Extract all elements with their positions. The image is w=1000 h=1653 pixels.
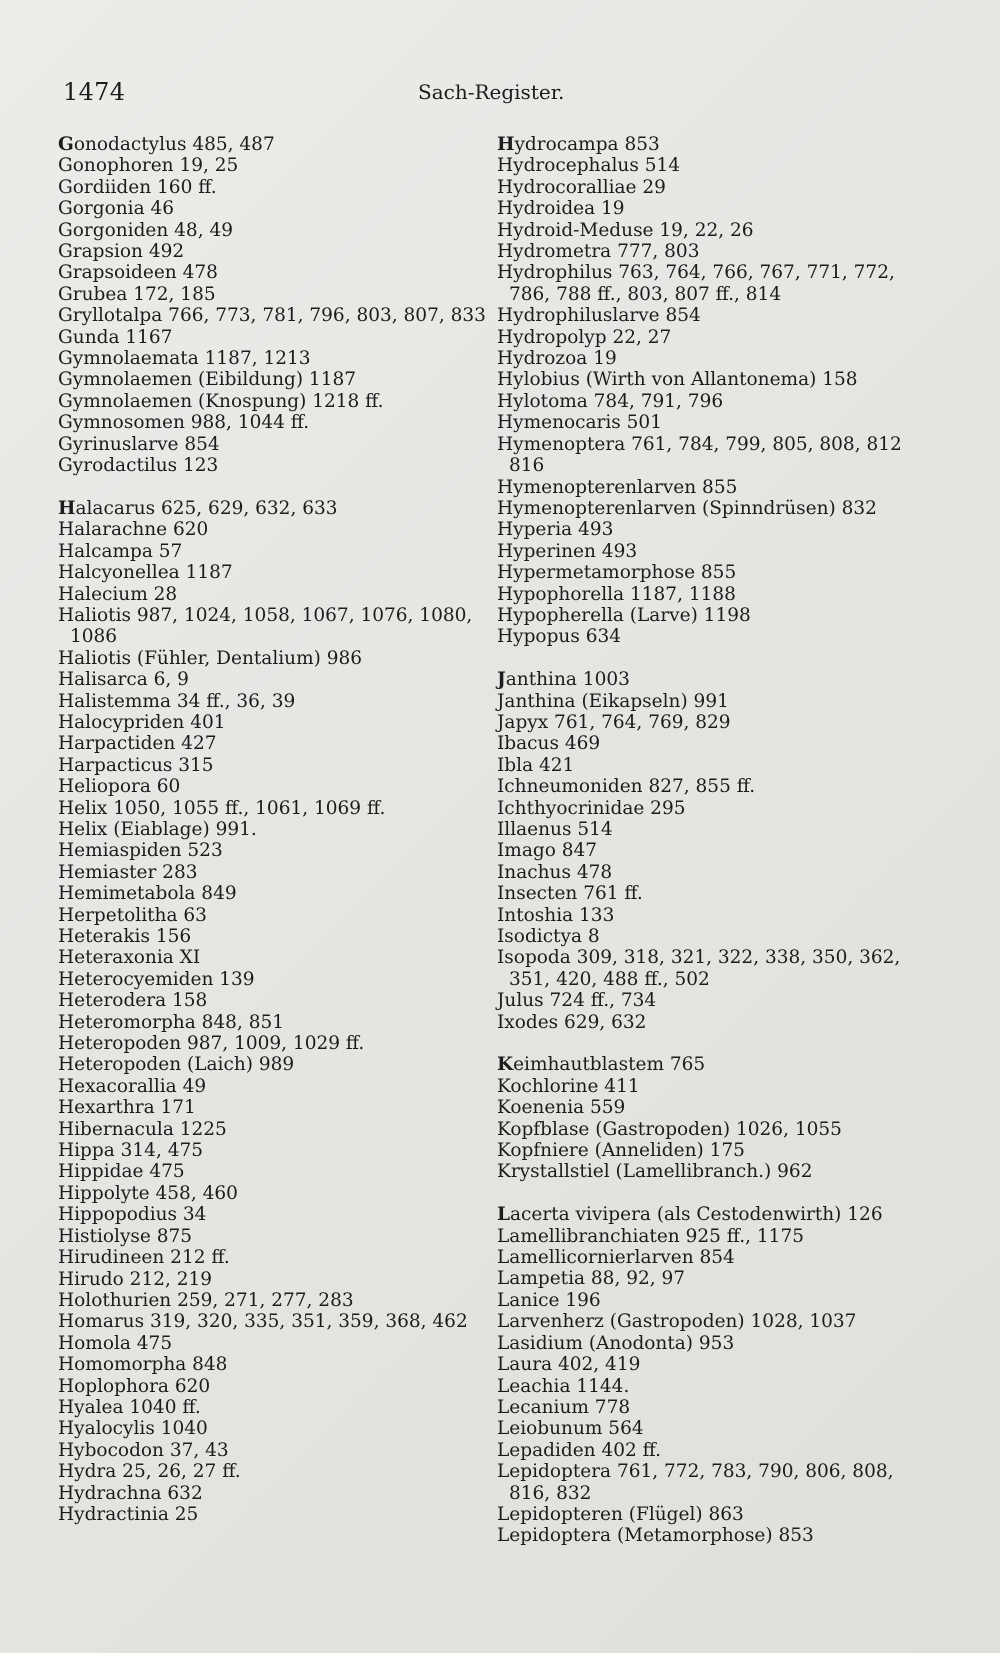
index-entry: Imago 847 — [497, 840, 598, 862]
index-entry: Janthina (Eikapseln) 991 — [497, 690, 729, 712]
index-entry: Isodictya 8 — [497, 926, 600, 948]
index-entry: Lamellibranchiaten 925 ff., 1175 — [497, 1225, 804, 1247]
index-entry: Heteromorpha 848, 851 — [58, 1011, 285, 1033]
index-entry: Hirudo 212, 219 — [58, 1268, 213, 1290]
index-entry: Hypopus 634 — [497, 626, 622, 648]
index-entry: Histiolyse 875 — [58, 1225, 193, 1247]
index-column-left — [58, 134, 498, 1547]
index-entry: Halocypriden 401 — [58, 711, 226, 733]
index-entry: Hybocodon 37, 43 — [58, 1439, 229, 1461]
index-letter-group — [497, 1204, 917, 1547]
index-entry: Kochlorine 411 — [497, 1075, 640, 1097]
index-entry: Hexacorallia 49 — [58, 1075, 207, 1097]
index-entry: Gonophoren 19, 25 — [58, 155, 239, 177]
index-entry: Ichthyocrinidae 295 — [497, 797, 686, 819]
index-entry: Helix (Eiablage) 991. — [58, 818, 257, 840]
index-entry: Hydrophiluslarve 854 — [497, 305, 701, 327]
index-entry: Heterodera 158 — [58, 990, 208, 1012]
index-entry: Hypermetamorphose 855 — [497, 562, 737, 584]
index-entry: Gonodactylus 485, 487 — [58, 134, 275, 155]
index-entry: Ixodes 629, 632 — [497, 1011, 647, 1033]
index-entry: Hydrocoralliae 29 — [497, 176, 666, 198]
index-entry: Hydra 25, 26, 27 ff. — [58, 1461, 241, 1483]
index-entry: Gunda 1167 — [58, 326, 173, 348]
index-entry: Isopoda 309, 318, 321, 322, 338, 350, 362, 351, 420, 488 ff., 502 — [497, 947, 901, 990]
index-entry: Homomorpha 848 — [58, 1354, 228, 1376]
index-entry: Hippidae 475 — [58, 1161, 185, 1183]
index-entry: Gryllotalpa 766, 773, 781, 796, 803, 807, 833 — [58, 305, 486, 327]
index-entry: Ibla 421 — [497, 754, 575, 776]
index-entry: Gymnolaemata 1187, 1213 — [58, 348, 311, 370]
index-entry: Hyalea 1040 ff. — [58, 1396, 201, 1418]
index-entry: Janthina 1003 — [497, 669, 630, 691]
index-entry: Grubea 172, 185 — [58, 283, 216, 305]
index-entry: Lacerta vivipera (als Cestodenwirth) 126 — [497, 1204, 883, 1226]
index-entry: Larvenherz (Gastropoden) 1028, 1037 — [497, 1311, 857, 1333]
index-entry: Hymenoptera 761, 784, 799, 805, 808, 812 816 — [497, 433, 902, 477]
index-entry: Inachus 478 — [497, 861, 613, 883]
index-entry: Halcyonellea 1187 — [58, 562, 233, 584]
index-entry: Krystallstiel (Lamellibranch.) 962 — [497, 1161, 813, 1183]
index-entry: Gyrodactilus 123 — [58, 455, 219, 477]
index-entry: Harpactiden 427 — [58, 733, 217, 755]
running-title: Sach-Register. — [418, 80, 565, 104]
index-entry: Grapsoideen 478 — [58, 262, 218, 284]
index-column-right — [497, 134, 917, 1568]
index-entry: Intoshia 133 — [497, 904, 615, 926]
index-entry: Holothurien 259, 271, 277, 283 — [58, 1289, 354, 1311]
index-entry: Hippolyte 458, 460 — [58, 1182, 238, 1204]
index-entry: Hydrocampa 853 — [497, 134, 660, 155]
index-entry: Hemimetabola 849 — [58, 883, 237, 905]
index-entry: Haliotis (Fühler, Dentalium) 986 — [58, 647, 363, 669]
index-entry: Heliopora 60 — [58, 776, 181, 798]
index-entry: Ichneumoniden 827, 855 ff. — [497, 776, 756, 798]
index-entry: Lepidopteren (Flügel) 863 — [497, 1503, 744, 1525]
index-letter-group — [58, 498, 498, 1526]
index-entry: Gymnolaemen (Knospung) 1218 ff. — [58, 390, 384, 412]
index-entry: Keimhautblastem 765 — [497, 1054, 706, 1076]
index-entry: Laura 402, 419 — [497, 1354, 641, 1376]
index-entry: Illaenus 514 — [497, 818, 613, 840]
index-entry: Hymenocaris 501 — [497, 412, 662, 434]
index-entry: Hydrocephalus 514 — [497, 155, 681, 177]
index-entry: Hoplophora 620 — [58, 1375, 211, 1397]
index-entry: Lecanium 778 — [497, 1396, 631, 1418]
index-entry: Hippopodius 34 — [58, 1204, 207, 1226]
index-entry: Haliotis 987, 1024, 1058, 1067, 1076, 1080, 1086 — [58, 604, 473, 648]
index-letter-group — [497, 134, 917, 648]
index-entry: Heterocyemiden 139 — [58, 968, 255, 990]
index-entry: Ibacus 469 — [497, 733, 601, 755]
index-entry: Hydractinia 25 — [58, 1503, 199, 1525]
index-entry: Hydrachna 632 — [58, 1482, 203, 1504]
index-entry: Hydroid-Meduse 19, 22, 26 — [497, 219, 754, 241]
index-entry: Hylotoma 784, 791, 796 — [497, 390, 724, 412]
index-entry: Lepidoptera 761, 772, 783, 790, 806, 808, 816, 832 — [497, 1461, 894, 1504]
index-entry: Hylobius (Wirth von Allantonema) 158 — [497, 369, 858, 391]
index-entry: Lamellicornierlarven 854 — [497, 1247, 735, 1269]
index-entry: Gyrinuslarve 854 — [58, 433, 220, 455]
index-entry: Hymenopterenlarven 855 — [497, 476, 738, 498]
index-letter-group — [497, 669, 917, 1033]
index-entry: Insecten 761 ff. — [497, 883, 643, 905]
page-number: 1474 — [63, 78, 126, 106]
index-entry: Hippa 314, 475 — [58, 1140, 204, 1162]
index-entry: Leachia 1144. — [497, 1375, 630, 1397]
index-entry: Koenenia 559 — [497, 1097, 626, 1119]
index-entry: Lepadiden 402 ff. — [497, 1439, 662, 1461]
index-entry: Hyalocylis 1040 — [58, 1418, 208, 1440]
index-entry: Hydrometra 777, 803 — [497, 241, 700, 263]
index-entry: Helix 1050, 1055 ff., 1061, 1069 ff. — [58, 797, 386, 819]
index-entry: Hydrozoa 19 — [497, 348, 617, 370]
page-header — [0, 78, 1000, 112]
index-entry: Kopfniere (Anneliden) 175 — [497, 1140, 745, 1162]
index-entry: Harpacticus 315 — [58, 754, 214, 776]
index-letter-group — [58, 134, 498, 477]
index-entry: Hypopherella (Larve) 1198 — [497, 604, 751, 626]
index-entry: Heteropoden (Laich) 989 — [58, 1054, 295, 1076]
index-entry: Homola 475 — [58, 1332, 173, 1354]
index-entry: Halcampa 57 — [58, 540, 183, 562]
index-entry: Gorgonia 46 — [58, 198, 175, 220]
index-entry: Halarachne 620 — [58, 519, 209, 541]
index-entry: Lanice 196 — [497, 1289, 601, 1311]
index-entry: Hyperinen 493 — [497, 540, 638, 562]
index-entry: Gorgoniden 48, 49 — [58, 219, 234, 241]
index-entry: Grapsion 492 — [58, 241, 185, 263]
index-entry: Halecium 28 — [58, 583, 178, 605]
index-entry: Herpetolitha 63 — [58, 904, 207, 926]
index-entry: Lepidoptera (Metamorphose) 853 — [497, 1525, 814, 1547]
index-entry: Japyx 761, 764, 769, 829 — [497, 711, 731, 733]
index-entry: Hydroidea 19 — [497, 198, 625, 220]
index-entry: Halisarca 6, 9 — [58, 669, 189, 691]
index-entry: Hemiaspiden 523 — [58, 840, 223, 862]
index-entry: Hymenopterenlarven (Spinndrüsen) 832 — [497, 497, 877, 519]
index-entry: Gymnolaemen (Eibildung) 1187 — [58, 369, 357, 391]
index-entry: Halacarus 625, 629, 632, 633 — [58, 497, 338, 519]
index-entry: Halistemma 34 ff., 36, 39 — [58, 690, 296, 712]
index-entry: Heteropoden 987, 1009, 1029 ff. — [58, 1033, 365, 1055]
index-entry: Leiobunum 564 — [497, 1418, 644, 1440]
index-entry: Hypophorella 1187, 1188 — [497, 583, 736, 605]
index-entry: Heteraxonia XI — [58, 947, 201, 969]
index-entry: Hydropolyp 22, 27 — [497, 326, 672, 348]
index-entry: Julus 724 ff., 734 — [497, 990, 657, 1012]
index-entry: Hexarthra 171 — [58, 1097, 196, 1119]
index-letter-group — [497, 1054, 917, 1182]
index-entry: Hemiaster 283 — [58, 861, 198, 883]
index-entry: Hirudineen 212 ff. — [58, 1247, 230, 1269]
index-entry: Lampetia 88, 92, 97 — [497, 1268, 686, 1290]
index-entry: Hyperia 493 — [497, 519, 614, 541]
index-entry: Heterakis 156 — [58, 926, 192, 948]
index-entry: Hydrophilus 763, 764, 766, 767, 771, 772, 786, 788 ff., 803, 807 ff., 814 — [497, 262, 895, 305]
index-entry: Hibernacula 1225 — [58, 1118, 227, 1140]
index-entry: Kopfblase (Gastropoden) 1026, 1055 — [497, 1118, 842, 1140]
index-entry: Homarus 319, 320, 335, 351, 359, 368, 462 — [58, 1311, 468, 1333]
index-entry: Gordiiden 160 ff. — [58, 176, 217, 198]
index-entry: Lasidium (Anodonta) 953 — [497, 1332, 735, 1354]
index-entry: Gymnosomen 988, 1044 ff. — [58, 412, 310, 434]
